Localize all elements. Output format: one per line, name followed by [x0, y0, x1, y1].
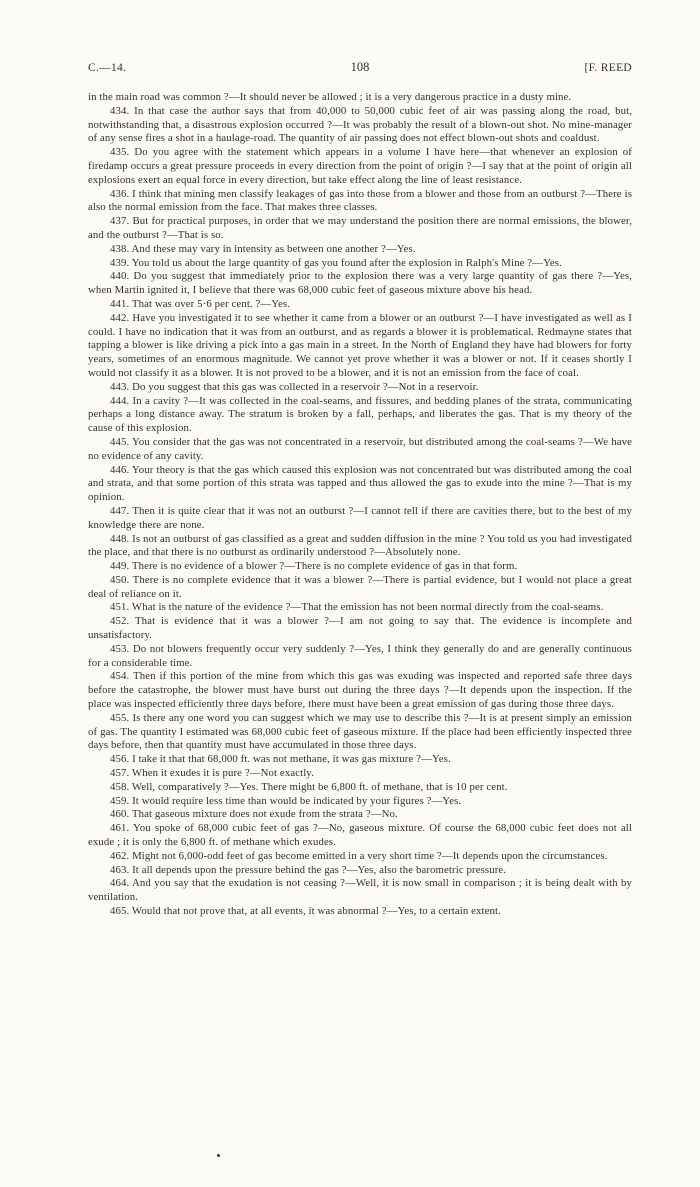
paragraph-q459: 459. It would require less time than would be indicated by your figures ?—Yes.: [110, 794, 462, 807]
paragraph-q448: 448. Is not an outburst of gas classified as a great and sudden diffusion in the mine ? You told us you had investigated the place, and that there is no outburst as ordinarily understood ?—Absolutely none.: [88, 532, 632, 559]
paragraph-q457: 457. When it exudes it is pure ?—Not exactly.: [110, 767, 314, 780]
paragraph-q456: 456. I take it that that 68,000 ft. was not methane, it was gas mixture ?—Yes.: [110, 753, 451, 766]
paragraph-q438: 438. And these may vary in intensity as between one another ?—Yes.: [110, 242, 416, 255]
paragraph-q434: 434. In that case the author says that from 40,000 to 50,000 cubic feet of air was passing along the road, but, notwithstanding that, a disastrous explosion occurred ?—It was probably the result of a blown-out shot. No mine-manager of any sense fires a shot in a haulage-road. The quantity of air passing does not effect blown-out shots and coaldust.: [88, 104, 632, 145]
header-witness-label: [F. REED: [584, 62, 632, 74]
paragraph-q463: 463. It all depends upon the pressure behind the gas ?—Yes, also the barometric pressure.: [110, 863, 507, 876]
paragraph-q441: 441. That was over 5·6 per cent. ?—Yes.: [110, 297, 291, 310]
paragraph-q452: 452. That is evidence that it was a blower ?—I am not going to say that. The evidence is incomplete and unsatisfactory.: [88, 615, 632, 642]
paragraph-q451: 451. What is the nature of the evidence ?—That the emission has not been normal directly from the coal-seams.: [110, 601, 604, 614]
paragraph-q447: 447. Then it is quite clear that it was not an outburst ?—I cannot tell if there are cavities there, but to the best of my knowledge there are none.: [88, 504, 632, 531]
paragraph-q445: 445. You consider that the gas was not concentrated in a reservoir, but distributed among the coal-seams ?—We have no evidence of any cavity.: [88, 435, 632, 462]
paragraph-q461: 461. You spoke of 68,000 cubic feet of gas ?—No, gaseous mixture. Of course the 68,000 cubic feet does not all exude ; it is only the 6,800 ft. of methane which exudes.: [88, 822, 632, 849]
paragraph-q450: 450. There is no complete evidence that it was a blower ?—There is partial evidence, but I would not place a great deal of reliance on it.: [88, 573, 632, 600]
paragraph-q439: 439. You told us about the large quantity of gas you found after the explosion in Ralph's Mine ?—Yes.: [110, 256, 562, 269]
paragraph-q454: 454. Then if this portion of the mine from which this gas was exuding was inspected and reported safe three days before the catastrophe, the blower must have burst out during the three days ?—It depends upon the inspection. If the place was inspected efficiently three days before, there must have been a great emission of gas during those three days.: [88, 670, 632, 711]
document-body: [88, 91, 632, 919]
paragraph-q436: 436. I think that mining men classify leakages of gas into those from a blower and those from an outburst ?—There is also the normal emission from the face. That makes three classes.: [88, 187, 632, 214]
paragraph-q449: 449. There is no evidence of a blower ?—There is no complete evidence of gas in that form.: [110, 560, 518, 573]
paragraph-q460: 460. That gaseous mixture does not exude from the strata ?—No.: [110, 808, 398, 821]
paragraph-q455: 455. Is there any one word you can suggest which we may use to describe this ?—It is at present simply an emission of gas. The quantity I estimated was 68,000 cubic feet of gaseous mixture. If the place had been efficiently inspected three days before, then that quantity must have accumulated in those three days.: [88, 711, 632, 752]
paragraph-q458: 458. Well, comparatively ?—Yes. There might be 6,800 ft. of methane, that is 10 per cent.: [110, 780, 508, 793]
paragraph-q443: 443. Do you suggest that this gas was collected in a reservoir ?—Not in a reservoir.: [110, 380, 479, 393]
header-section-label: C.—14.: [88, 62, 127, 74]
paragraph-q435: 435. Do you agree with the statement which appears in a volume I have here—that whenever an explosion of firedamp occurs a great pressure proceeds in every direction from the point of origin ?—I say that at the point of origin all explosions exert an equal force in every direction, but take effect along the line of least resistance.: [88, 146, 632, 186]
paragraph-q437: 437. But for practical purposes, in order that we may understand the position there are normal emissions, the blower, and the outburst ?—That is so.: [88, 215, 632, 241]
paragraph-q442: 442. Have you investigated it to see whether it came from a blower or an outburst ?—I have investigated as well as I could. I have no indication that it was from an outburst, and as regards a blower it is problematical. Redmayne states that tapping a blower is like driving a pick into a gas main in a street. In the North of England they have had blowers for forty years, sometimes of an enormous magnitude. We cannot yet prove whether it was a blower or not. If it ceases shortly I would not classify it as a blower. It is not proved to be a blower, and it is not an emission from the face of coal.: [88, 311, 632, 379]
page-number: 108: [350, 60, 370, 74]
paragraph-q462: 462. Might not 6,000-odd feet of gas become emitted in a very short time ?—It depends upon the circumstances.: [110, 849, 608, 862]
paragraph-q465: 465. Would that not prove that, at all events, it was abnormal ?—Yes, to a certain extent.: [110, 905, 501, 918]
ink-dot-artifact: [217, 1154, 220, 1157]
paragraph-q446: 446. Your theory is that the gas which caused this explosion was not concentrated but was distributed among the coal and strata, and that some portion of this strata was tapped and thus allowed the gas to exude into the mine ?—That is my opinion.: [88, 463, 632, 504]
page-header: [88, 60, 632, 76]
paragraph-q444: 444. In a cavity ?—It was collected in the coal-seams, and fissures, and bedding planes of the strata, communicating perhaps a long distance away. The stratum is broken by a fall, perhaps, and liberates the gas. That is my theory of the cause of this explosion.: [88, 394, 632, 435]
paragraph-q453: 453. Do not blowers frequently occur very suddenly ?—Yes, I think they generally do and are generally continuous for a considerable time.: [88, 642, 632, 669]
paragraph-q440: 440. Do you suggest that immediately prior to the explosion there was a very large quantity of gas there ?—Yes, when Martin ignited it, I believe that there was 68,000 cubic feet of gaseous mixture above his head.: [88, 270, 632, 297]
paragraph-continuation: in the main road was common ?—It should never be allowed ; it is a very dangerous practice in a dusty mine.: [88, 91, 572, 103]
paragraph-q464: 464. And you say that the exudation is not ceasing ?—Well, it is now small in comparison ; it is being dealt with by ventilation.: [88, 877, 632, 904]
